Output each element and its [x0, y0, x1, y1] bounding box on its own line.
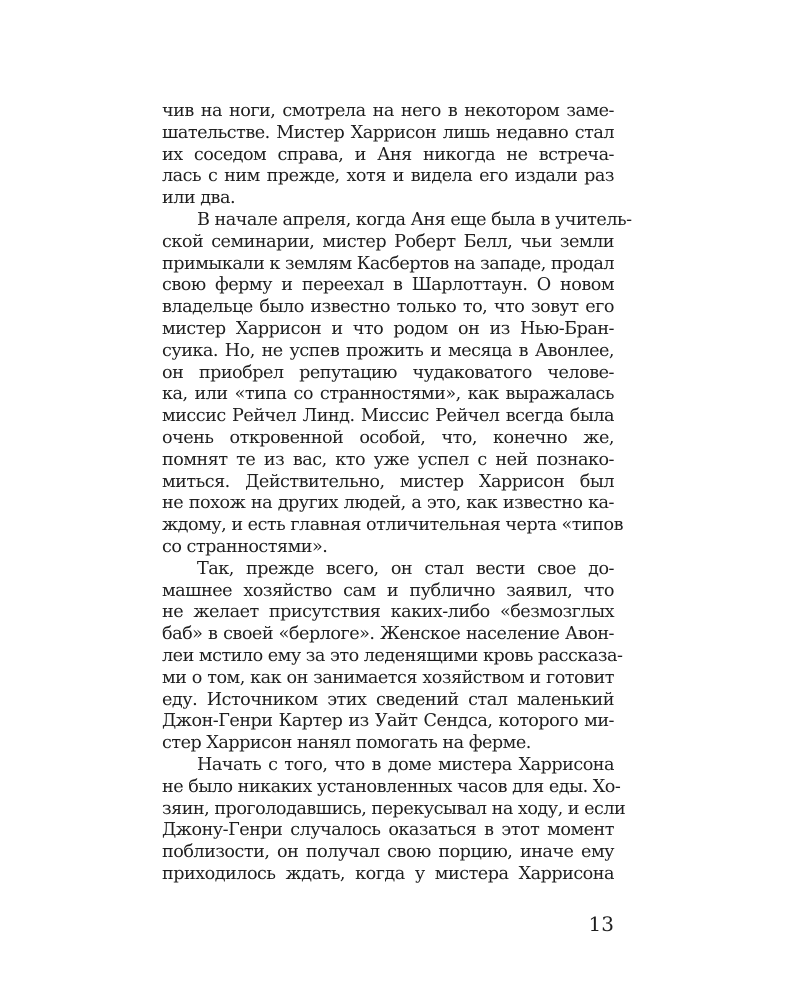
text-line: приходилось ждать, когда у мистера Харрисона	[162, 863, 614, 884]
text-line: миться. Действительно, мистер Харрисон был	[162, 471, 614, 492]
text-line: миссис Рейчел Линд. Миссис Рейчел всегда была	[162, 406, 614, 427]
text-line: их соседом справа, и Аня никогда не встреча-	[162, 144, 614, 165]
page-body-text	[162, 101, 632, 886]
text-line: не было никаких установленных часов для еды. Хо-	[162, 776, 621, 797]
text-line: ждому, и есть главная отличительная черта «типов	[162, 515, 623, 536]
text-line: ка, или «типа со странностями», как выражалась	[162, 384, 614, 405]
text-line: со странностями».	[162, 536, 328, 557]
text-line: Джону-Генри случалось оказаться в этот момент	[162, 820, 614, 841]
text-line: очень откровенной особой, что, конечно же,	[162, 427, 614, 448]
text-line: стер Харрисон нанял помогать на ферме.	[162, 733, 531, 754]
text-line: машнее хозяйство сам и публично заявил, что	[162, 580, 614, 601]
text-line: или два.	[162, 188, 236, 209]
paragraph-first-line: Так, прежде всего, он стал вести свое до-	[197, 558, 614, 579]
text-line: еду. Источником этих сведений стал маленький	[162, 689, 614, 710]
page-number: 13	[588, 912, 614, 936]
text-line: поблизости, он получал свою порцию, иначе ему	[162, 842, 614, 863]
text-line: он приобрел репутацию чудаковатого челове-	[162, 362, 614, 383]
text-line: леи мстило ему за это леденящими кровь рассказа-	[162, 645, 623, 666]
text-line: не похож на других людей, а это, как известно ка-	[162, 493, 614, 514]
text-line: владельце было известно только то, что зовут его	[162, 297, 614, 318]
text-line: шательстве. Мистер Харрисон лишь недавно стал	[162, 122, 614, 143]
paragraph-first-line: В начале апреля, когда Аня еще была в учитель-	[197, 209, 632, 230]
text-line: баб» в своей «берлоге». Женское население Авон-	[162, 624, 614, 645]
text-line: не желает присутствия каких-либо «безмозглых	[162, 602, 614, 623]
text-line: свою ферму и переехал в Шарлоттаун. О новом	[162, 275, 614, 296]
text-line: примыкали к землям Касбертов на западе, продал	[162, 253, 614, 274]
text-line: мистер Харрисон и что родом он из Нью-Бран-	[162, 318, 614, 339]
text-line: чив на ноги, смотрела на него в некотором заме-	[162, 101, 614, 121]
text-line: ми о том, как он занимается хозяйством и готовит	[162, 667, 614, 688]
text-line: ской семинарии, мистер Роберт Белл, чьи земли	[162, 231, 614, 252]
text-line: зяин, проголодавшись, перекусывал на ходу, и если	[162, 798, 626, 819]
text-line: суика. Но, не успев прожить и месяца в Авонлее,	[162, 340, 614, 361]
text-line: Джон-Генри Картер из Уайт Сендса, которого ми-	[162, 711, 614, 732]
paragraph-first-line: Начать с того, что в доме мистера Харрисона	[197, 754, 614, 775]
text-line: помнят те из вас, кто уже успел с ней познако-	[162, 449, 614, 470]
text-line: лась с ним прежде, хотя и видела его издали раз	[162, 166, 614, 187]
